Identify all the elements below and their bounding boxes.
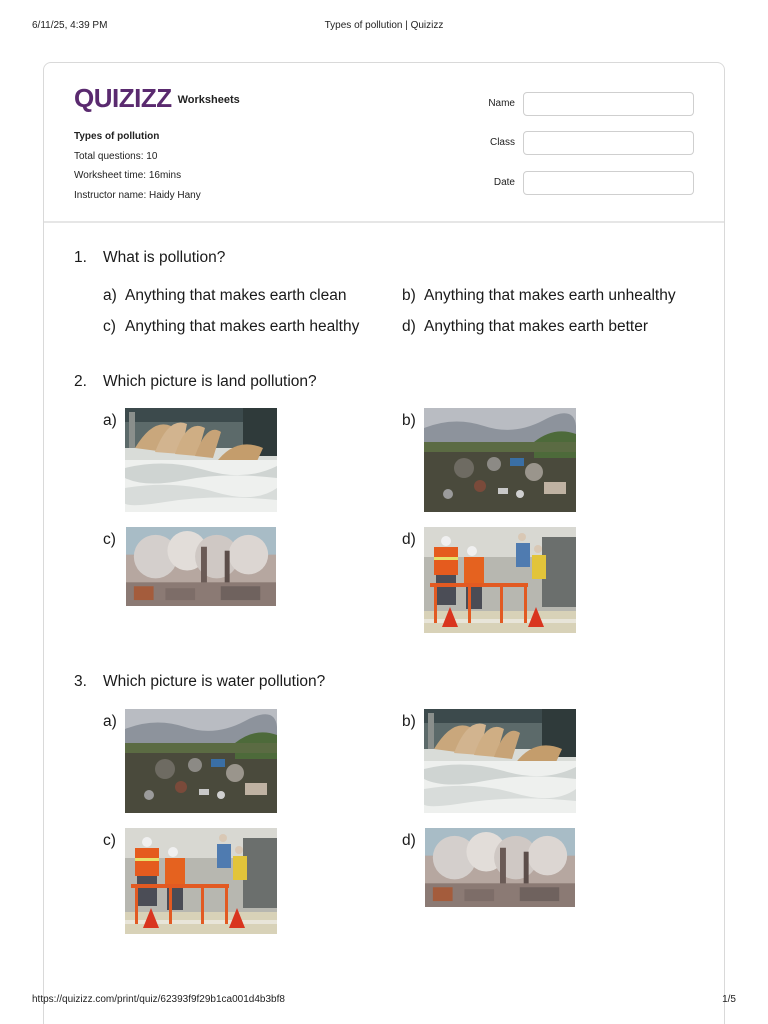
question-number: 2. — [74, 373, 87, 390]
instructor-name: Instructor name: Haidy Hany — [74, 189, 201, 201]
worksheet-header — [44, 63, 724, 223]
option-letter: a) — [103, 713, 117, 730]
name-label: Name — [488, 98, 515, 109]
factory-smoke-photo — [125, 527, 277, 606]
q1-option-c[interactable] — [103, 318, 359, 336]
construction-workers-photo — [424, 527, 576, 633]
option-letter: d) — [402, 531, 416, 548]
print-title: Types of pollution | Quizizz — [324, 20, 444, 31]
logo-wordmark: QUIZIZZ — [74, 82, 172, 113]
option-text: Anything that makes earth unhealthy — [424, 287, 676, 304]
print-date: 6/11/25, 4:39 PM — [32, 20, 108, 31]
worksheet — [43, 62, 725, 1024]
worksheet-time: Worksheet time: 16mins — [74, 170, 182, 181]
print-footer — [32, 994, 736, 1008]
name-field[interactable] — [523, 92, 694, 116]
question-1 — [74, 249, 225, 267]
option-letter: b) — [402, 713, 416, 730]
option-letter: c) — [103, 531, 116, 548]
water-discharge-photo — [125, 408, 277, 512]
option-text: Anything that makes earth healthy — [125, 318, 360, 335]
option-letter: d) — [402, 318, 416, 335]
water-discharge-photo — [424, 709, 576, 813]
option-letter: c) — [103, 318, 116, 335]
class-label: Class — [489, 137, 515, 148]
page-number: 1/5 — [722, 994, 736, 1005]
logo-subtitle: Worksheets — [177, 94, 240, 106]
option-letter: c) — [103, 832, 116, 849]
factory-smoke-photo — [424, 828, 576, 907]
question-3 — [74, 673, 325, 691]
print-url: https://quizizz.com/print/quiz/62393f9f29b1ca001d4b3bf8 — [32, 994, 285, 1005]
total-questions: Total questions: 10 — [74, 150, 158, 162]
question-text: Which picture is land pollution? — [103, 373, 317, 390]
garbage-dump-photo — [125, 709, 277, 813]
question-number: 1. — [74, 249, 87, 266]
option-text: Anything that makes earth better — [424, 318, 649, 335]
question-number: 3. — [74, 673, 87, 690]
print-header — [32, 20, 736, 34]
question-text: Which picture is water pollution? — [103, 673, 326, 690]
quizizz-logo — [74, 83, 240, 113]
quiz-title: Types of pollution — [74, 131, 160, 142]
construction-workers-photo — [125, 828, 277, 934]
option-letter: b) — [402, 287, 416, 304]
date-label: Date — [493, 177, 515, 188]
q1-option-d[interactable] — [402, 318, 648, 336]
question-text: What is pollution? — [103, 249, 226, 266]
q1-option-a[interactable] — [103, 287, 346, 305]
garbage-dump-photo — [424, 408, 576, 512]
option-letter: b) — [402, 412, 416, 429]
class-field[interactable] — [523, 131, 694, 155]
option-letter: a) — [103, 287, 117, 304]
question-2 — [74, 373, 317, 391]
q1-option-b[interactable] — [402, 287, 676, 305]
worksheet-meta — [74, 127, 201, 205]
option-letter: a) — [103, 412, 117, 429]
option-text: Anything that makes earth clean — [125, 287, 347, 304]
option-letter: d) — [402, 832, 416, 849]
date-field[interactable] — [523, 171, 694, 195]
